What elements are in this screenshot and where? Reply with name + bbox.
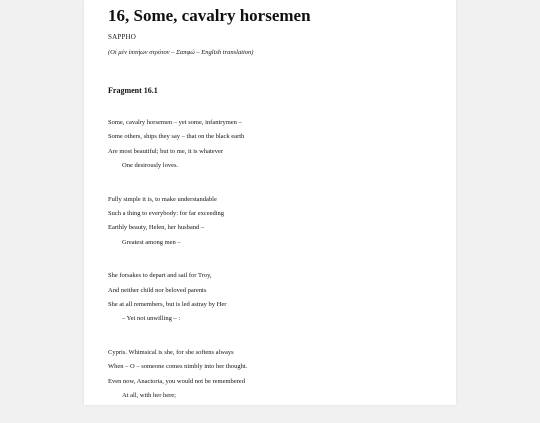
poem-line: Some, cavalry horsemen – yet some, infantrymen – [108,119,242,126]
stanza [108,116,448,174]
poem-line: And neither child nor beloved parents [108,286,207,294]
poem-line: One desirously loves. [122,162,179,170]
poem-line: Earthly beauty, Helen, her husband – [108,224,205,232]
poem-line: Greatest among men – [122,238,181,246]
stanza [108,193,448,251]
subtitle: (Οἰ μὲν ἰππήων στρότον – Σαπφώ – English translation) [108,49,254,56]
poem-line: Some others, ships they say – that on the black earth [108,133,245,141]
document-content [108,6,448,423]
stanza [108,269,448,327]
poem-line: Such a thing to everybody: for far exceeding [108,210,225,218]
poem-line: Are most beautiful; but to me, it is whatever [108,147,223,155]
poem-line: Even now, Anactoria, you would not be remembered [108,377,245,385]
fragment-heading: Fragment 16.1 [108,86,158,95]
poem-line: She forsakes to depart and sail for Troy, [108,272,212,280]
page-title: 16, Some, cavalry horsemen [108,6,311,25]
poem-line: When – O – someone comes nimbly into her thought. [108,363,248,371]
document-page [84,0,456,405]
poem-line: At all, with her here; [122,392,176,400]
poem-line: She at all remembers, but is led astray by Her [108,301,227,309]
author-name: SAPPHO [108,33,137,41]
stanza [108,346,448,404]
poem-body [108,116,448,404]
poem-line: Cypris. Whimsical is she, for she softens always [108,348,234,356]
poem-line: – Yet not unwilling – : [122,315,181,323]
poem-line: Fully simple it is, to make understandable [108,195,217,203]
